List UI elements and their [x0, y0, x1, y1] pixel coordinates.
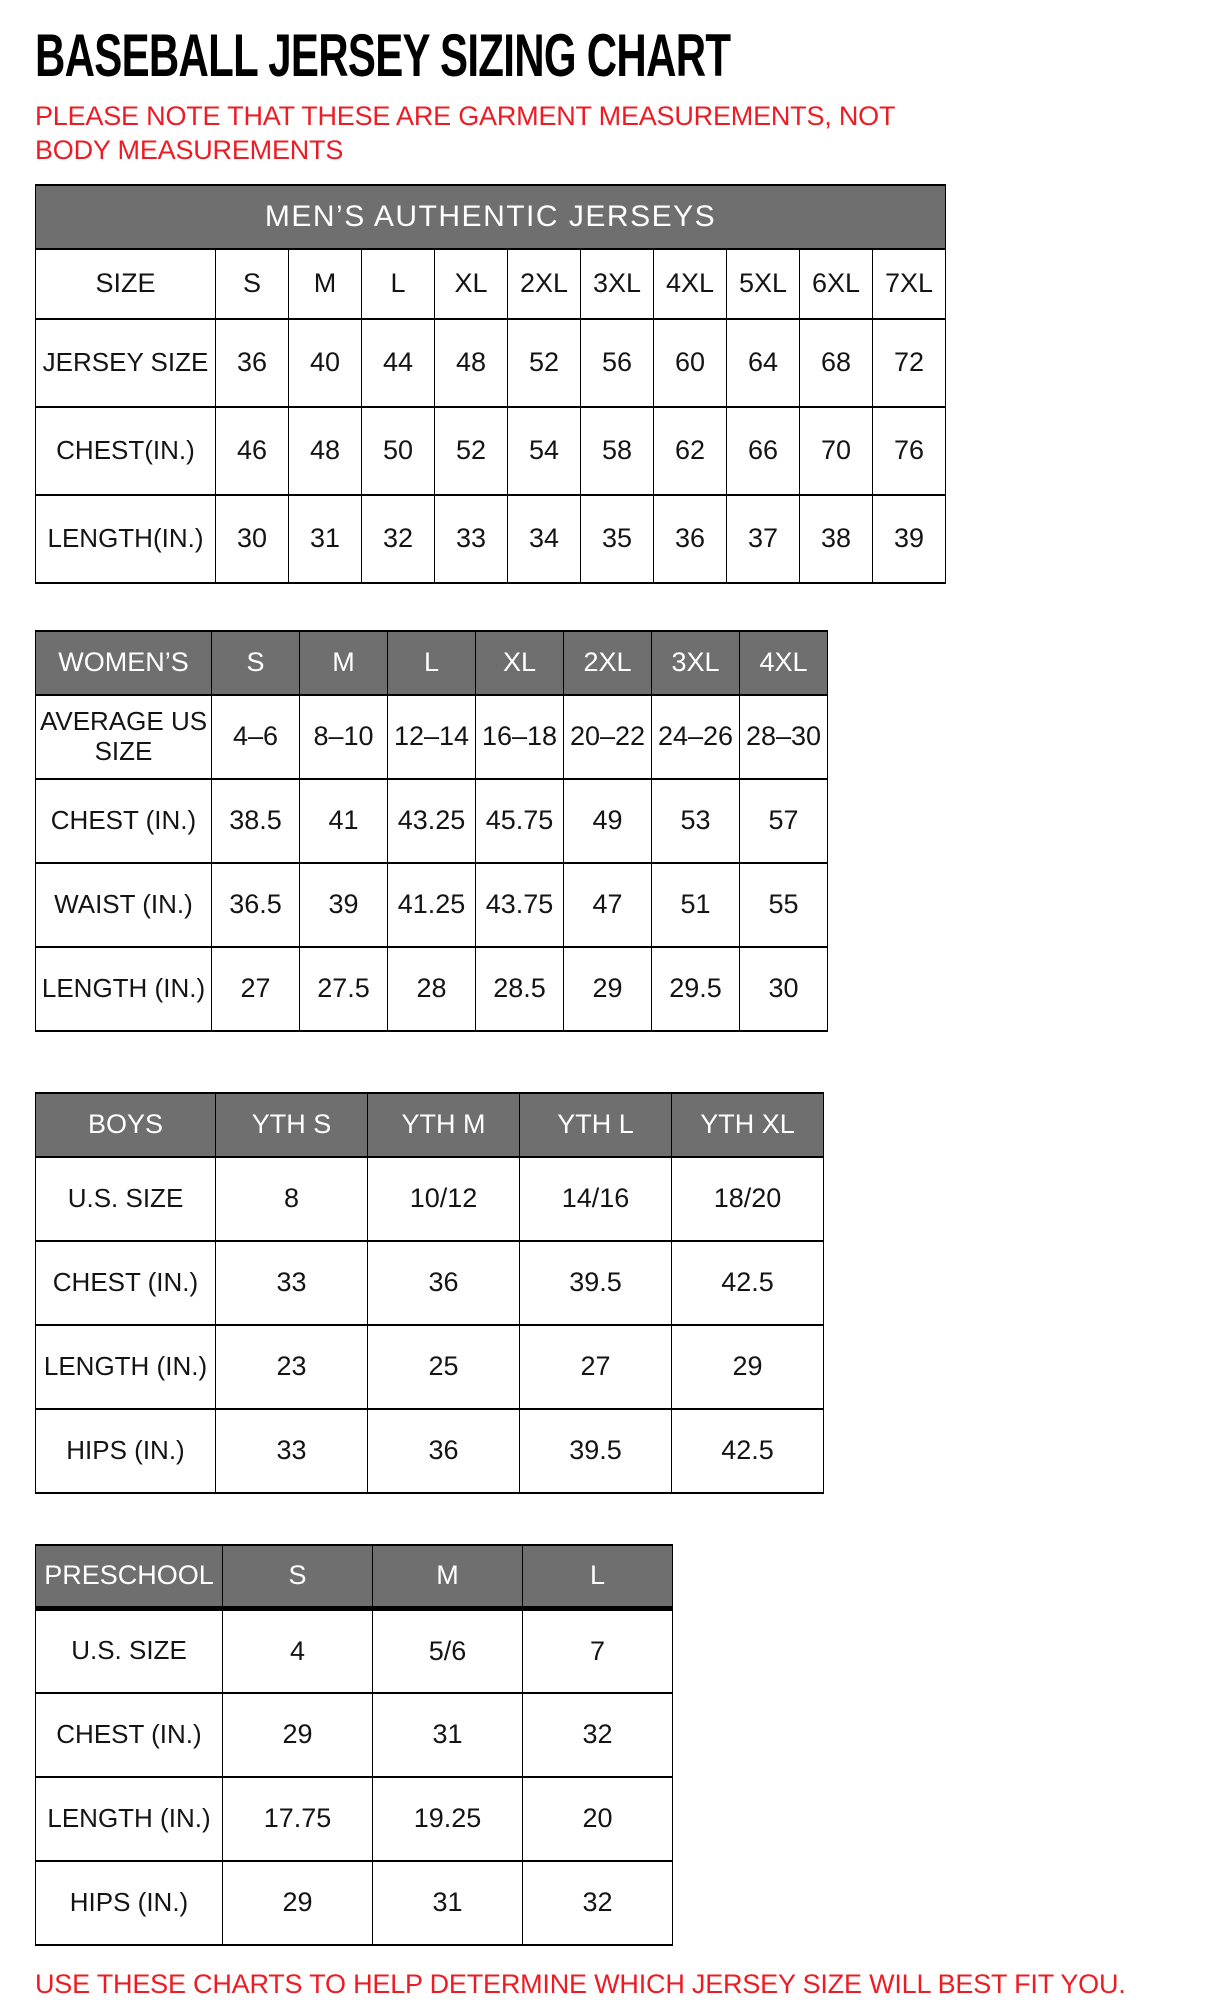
size-value: 32	[523, 1693, 673, 1777]
size-value: 19.25	[373, 1777, 523, 1861]
row-label: CHEST (IN.)	[36, 779, 212, 863]
size-value: 27.5	[300, 947, 388, 1031]
table-banner-row	[36, 185, 946, 249]
size-value: 44	[362, 319, 435, 407]
size-value: 33	[216, 1241, 368, 1325]
column-header: XL	[435, 249, 508, 319]
column-header: YTH L	[520, 1093, 672, 1157]
size-value: 43.75	[476, 863, 564, 947]
mens-authentic-jerseys-table	[35, 184, 946, 584]
page-title	[35, 22, 1185, 89]
column-header: L	[523, 1545, 673, 1609]
size-value: 23	[216, 1325, 368, 1409]
size-value: 29.5	[652, 947, 740, 1031]
column-header: XL	[476, 631, 564, 695]
size-value: 33	[435, 495, 508, 583]
size-value: 39	[873, 495, 946, 583]
size-value: 24–26	[652, 695, 740, 779]
size-value: 39.5	[520, 1409, 672, 1493]
row-label: WAIST (IN.)	[36, 863, 212, 947]
size-value: 64	[727, 319, 800, 407]
size-value: 48	[289, 407, 362, 495]
size-value: 25	[368, 1325, 520, 1409]
size-value: 52	[435, 407, 508, 495]
size-value: 36	[368, 1241, 520, 1325]
size-value: 20–22	[564, 695, 652, 779]
size-value: 29	[223, 1693, 373, 1777]
size-value: 33	[216, 1409, 368, 1493]
size-value: 16–18	[476, 695, 564, 779]
size-value: 58	[581, 407, 654, 495]
size-value: 38	[800, 495, 873, 583]
column-header: S	[216, 249, 289, 319]
size-value: 31	[373, 1861, 523, 1945]
size-value: 76	[873, 407, 946, 495]
size-value: 39	[300, 863, 388, 947]
size-value: 55	[740, 863, 828, 947]
size-value: 42.5	[672, 1409, 824, 1493]
size-value: 41	[300, 779, 388, 863]
size-value: 41.25	[388, 863, 476, 947]
column-header: YTH XL	[672, 1093, 824, 1157]
row-label: JERSEY SIZE	[36, 319, 216, 407]
size-value: 72	[873, 319, 946, 407]
size-value: 36	[368, 1409, 520, 1493]
size-value: 27	[520, 1325, 672, 1409]
table-row	[36, 495, 946, 583]
table-row	[36, 947, 828, 1031]
table-header-row	[36, 1545, 673, 1609]
boys-sizing-table	[35, 1092, 824, 1494]
column-header: 4XL	[740, 631, 828, 695]
size-value: 53	[652, 779, 740, 863]
table-header-row	[36, 631, 828, 695]
size-value: 43.25	[388, 779, 476, 863]
size-value: 62	[654, 407, 727, 495]
size-value: 66	[727, 407, 800, 495]
table-header-row	[36, 1093, 824, 1157]
row-label: LENGTH (IN.)	[36, 1777, 223, 1861]
size-value: 57	[740, 779, 828, 863]
table-row	[36, 319, 946, 407]
size-value: 42.5	[672, 1241, 824, 1325]
size-value: 27	[212, 947, 300, 1031]
row-label: U.S. SIZE	[36, 1609, 223, 1693]
column-header: M	[289, 249, 362, 319]
column-header: 5XL	[727, 249, 800, 319]
column-header: L	[388, 631, 476, 695]
size-value: 32	[362, 495, 435, 583]
table-header-row	[36, 249, 946, 319]
column-header: 4XL	[654, 249, 727, 319]
column-header: YTH S	[216, 1093, 368, 1157]
size-value: 4–6	[212, 695, 300, 779]
size-value: 46	[216, 407, 289, 495]
size-value: 17.75	[223, 1777, 373, 1861]
row-label: CHEST (IN.)	[36, 1241, 216, 1325]
row-label: CHEST(IN.)	[36, 407, 216, 495]
size-value: 36	[216, 319, 289, 407]
column-header: 7XL	[873, 249, 946, 319]
size-value: 29	[223, 1861, 373, 1945]
table-row	[36, 1241, 824, 1325]
size-value: 28.5	[476, 947, 564, 1031]
size-value: 34	[508, 495, 581, 583]
corner-header: PRESCHOOL	[36, 1545, 223, 1609]
size-value: 5/6	[373, 1609, 523, 1693]
corner-header: BOYS	[36, 1093, 216, 1157]
size-value: 68	[800, 319, 873, 407]
row-label: LENGTH(IN.)	[36, 495, 216, 583]
row-label: LENGTH (IN.)	[36, 947, 212, 1031]
column-header: 6XL	[800, 249, 873, 319]
fit-guidance-note: USE THESE CHARTS TO HELP DETERMINE WHICH JERSEY SIZE WILL BEST FIT YOU.	[35, 1968, 1126, 1999]
preschool-sizing-table	[35, 1544, 673, 1946]
column-header: 3XL	[581, 249, 654, 319]
size-value: 56	[581, 319, 654, 407]
size-value: 38.5	[212, 779, 300, 863]
size-value: 31	[289, 495, 362, 583]
size-value: 28–30	[740, 695, 828, 779]
size-value: 20	[523, 1777, 673, 1861]
size-value: 29	[672, 1325, 824, 1409]
table-row	[36, 1861, 673, 1945]
size-value: 47	[564, 863, 652, 947]
row-label: HIPS (IN.)	[36, 1409, 216, 1493]
size-value: 18/20	[672, 1157, 824, 1241]
column-header: 2XL	[508, 249, 581, 319]
size-value: 49	[564, 779, 652, 863]
column-header: 2XL	[564, 631, 652, 695]
size-value: 28	[388, 947, 476, 1031]
column-header: M	[300, 631, 388, 695]
row-label: HIPS (IN.)	[36, 1861, 223, 1945]
table-row	[36, 1325, 824, 1409]
size-value: 4	[223, 1609, 373, 1693]
womens-sizing-table	[35, 630, 828, 1032]
column-header: 3XL	[652, 631, 740, 695]
column-header: M	[373, 1545, 523, 1609]
size-value: 48	[435, 319, 508, 407]
size-value: 10/12	[368, 1157, 520, 1241]
size-value: 36	[654, 495, 727, 583]
size-value: 8	[216, 1157, 368, 1241]
size-value: 60	[654, 319, 727, 407]
size-value: 14/16	[520, 1157, 672, 1241]
table-row	[36, 1693, 673, 1777]
corner-header: WOMEN’S	[36, 631, 212, 695]
table-row	[36, 695, 828, 779]
size-value: 35	[581, 495, 654, 583]
size-value: 37	[727, 495, 800, 583]
column-header: L	[362, 249, 435, 319]
size-value: 40	[289, 319, 362, 407]
size-value: 12–14	[388, 695, 476, 779]
size-value: 54	[508, 407, 581, 495]
size-value: 50	[362, 407, 435, 495]
size-value: 8–10	[300, 695, 388, 779]
size-value: 7	[523, 1609, 673, 1693]
size-value: 39.5	[520, 1241, 672, 1325]
row-label: LENGTH (IN.)	[36, 1325, 216, 1409]
column-header: S	[223, 1545, 373, 1609]
table-banner: MEN’S AUTHENTIC JERSEYS	[36, 185, 946, 249]
size-value: 31	[373, 1693, 523, 1777]
corner-header: SIZE	[36, 249, 216, 319]
garment-measurements-note: PLEASE NOTE THAT THESE ARE GARMENT MEASUREMENTS, NOT BODY MEASUREMENTS	[35, 101, 895, 165]
size-value: 36.5	[212, 863, 300, 947]
size-value: 51	[652, 863, 740, 947]
size-value: 70	[800, 407, 873, 495]
table-row	[36, 1157, 824, 1241]
table-row	[36, 779, 828, 863]
column-header: YTH M	[368, 1093, 520, 1157]
size-value: 29	[564, 947, 652, 1031]
table-row	[36, 863, 828, 947]
column-header: S	[212, 631, 300, 695]
row-label: U.S. SIZE	[36, 1157, 216, 1241]
row-label: AVERAGE US SIZE	[36, 695, 212, 779]
page-title-text: BASEBALL JERSEY SIZING CHART	[35, 22, 731, 89]
size-value: 30	[216, 495, 289, 583]
size-value: 52	[508, 319, 581, 407]
table-row	[36, 1609, 673, 1693]
table-row	[36, 1409, 824, 1493]
size-value: 30	[740, 947, 828, 1031]
table-row	[36, 1777, 673, 1861]
size-value: 32	[523, 1861, 673, 1945]
table-row	[36, 407, 946, 495]
size-value: 45.75	[476, 779, 564, 863]
row-label: CHEST (IN.)	[36, 1693, 223, 1777]
